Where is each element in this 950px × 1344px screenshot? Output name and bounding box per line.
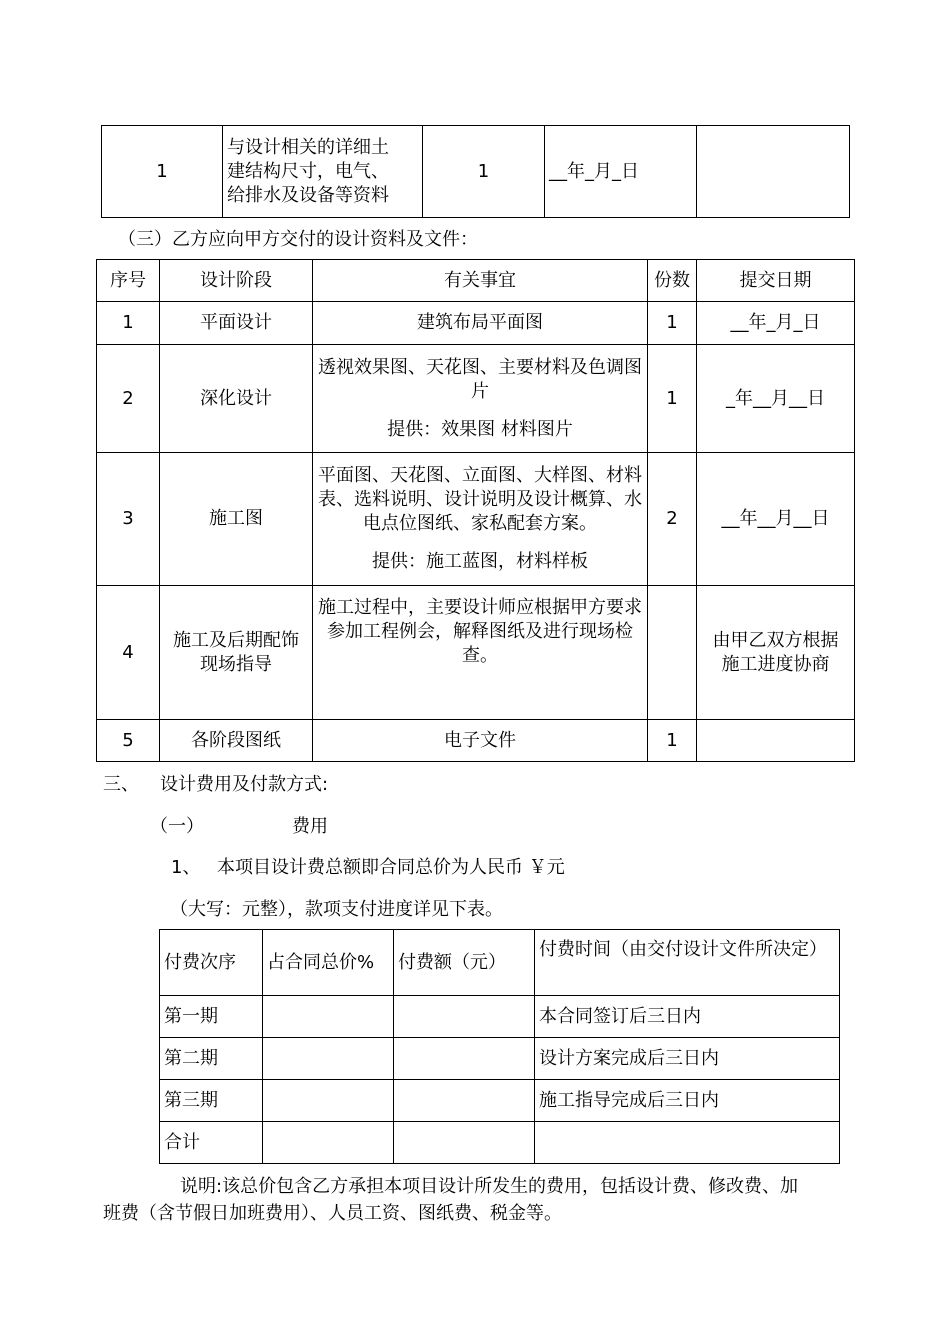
row-number: 1 bbox=[102, 126, 223, 218]
row-matter bbox=[313, 453, 648, 586]
row-percent bbox=[263, 996, 394, 1038]
row-copies bbox=[648, 586, 697, 720]
payment-schedule-table bbox=[159, 929, 840, 1164]
copies-cell: 1 bbox=[423, 126, 545, 218]
header-percent: 占合同总价% bbox=[263, 930, 394, 996]
row-copies: 1 bbox=[648, 720, 697, 762]
row-amount bbox=[394, 1080, 535, 1122]
header-stage: 设计阶段 bbox=[160, 260, 313, 302]
table-row bbox=[160, 1122, 840, 1164]
row-copies: 2 bbox=[648, 453, 697, 586]
subsection-title: 费用 bbox=[292, 816, 328, 837]
row-number: 3 bbox=[97, 453, 160, 586]
row-order: 第三期 bbox=[160, 1080, 263, 1122]
row-stage: 施工及后期配饰现场指导 bbox=[160, 586, 313, 720]
item-line: 给排水及设备等资料 bbox=[227, 184, 389, 206]
table-row bbox=[160, 1038, 840, 1080]
date-cell: __年_月_日 bbox=[545, 126, 697, 218]
section-title: 设计费用及付款方式: bbox=[160, 774, 329, 795]
row-number: 2 bbox=[97, 345, 160, 453]
row-matter: 建筑布局平面图 bbox=[313, 302, 648, 345]
row-number: 1 bbox=[97, 302, 160, 345]
provide-text: 提供：效果图 材料图片 bbox=[387, 418, 573, 440]
row-percent bbox=[263, 1122, 394, 1164]
row-number: 5 bbox=[97, 720, 160, 762]
row-date: 由甲乙双方根据施工进度协商 bbox=[697, 586, 855, 720]
row-matter bbox=[313, 586, 648, 720]
row-time: 本合同签订后三日内 bbox=[535, 996, 840, 1038]
header-matter: 有关事宜 bbox=[313, 260, 648, 302]
row-time bbox=[535, 1122, 840, 1164]
note-cell bbox=[697, 126, 850, 218]
row-matter bbox=[313, 345, 648, 453]
table-row bbox=[97, 586, 855, 720]
row-percent bbox=[263, 1038, 394, 1080]
item-description bbox=[223, 126, 423, 218]
row-stage: 深化设计 bbox=[160, 345, 313, 453]
table-header-row bbox=[97, 260, 855, 302]
row-stage: 平面设计 bbox=[160, 302, 313, 345]
header-amount: 付费额（元） bbox=[394, 930, 535, 996]
row-order: 第二期 bbox=[160, 1038, 263, 1080]
section-heading: （三）乙方应向甲方交付的设计资料及文件： bbox=[118, 229, 478, 250]
row-date bbox=[697, 720, 855, 762]
row-time: 设计方案完成后三日内 bbox=[535, 1038, 840, 1080]
row-time: 施工指导完成后三日内 bbox=[535, 1080, 840, 1122]
item-line: 建结构尺寸，电气、 bbox=[227, 160, 389, 182]
row-number: 4 bbox=[97, 586, 160, 720]
row-order: 第一期 bbox=[160, 996, 263, 1038]
item-text: 本项目设计费总额即合同总价为人民币 ￥元 bbox=[217, 857, 565, 878]
table-row bbox=[102, 126, 850, 218]
row-copies: 1 bbox=[648, 345, 697, 453]
table-row bbox=[160, 996, 840, 1038]
item-number: 1、 bbox=[171, 857, 201, 878]
table-header-row bbox=[160, 930, 840, 996]
note-line: 班费（含节假日加班费用）、人员工资、图纸费、税金等。 bbox=[103, 1203, 562, 1224]
subsection-number: （一） bbox=[150, 816, 204, 837]
table-row bbox=[97, 453, 855, 586]
row-stage: 各阶段图纸 bbox=[160, 720, 313, 762]
section-number: 三、 bbox=[103, 774, 139, 795]
note-line: 说明:该总价包含乙方承担本项目设计所发生的费用，包括设计费、修改费、加 bbox=[180, 1176, 799, 1197]
row-copies: 1 bbox=[648, 302, 697, 345]
row-amount bbox=[394, 1122, 535, 1164]
materials-table-continued bbox=[101, 125, 850, 218]
row-date: __年__月__日 bbox=[697, 453, 855, 586]
row-date: __年_月_日 bbox=[697, 302, 855, 345]
item-line: 与设计相关的详细土 bbox=[227, 136, 389, 158]
row-date: _年__月__日 bbox=[697, 345, 855, 453]
matter-text: 平面图、天花图、立面图、大样图、材料表、选料说明、设计说明及设计概算、水电点位图纸、家私配套方案。 bbox=[318, 465, 642, 534]
deliverables-table bbox=[96, 259, 855, 762]
header-date: 提交日期 bbox=[697, 260, 855, 302]
item-continuation: （大写：元整），款项支付进度详见下表。 bbox=[170, 899, 503, 920]
matter-text: 透视效果图、天花图、主要材料及色调图片 bbox=[318, 356, 642, 402]
header-order: 付费次序 bbox=[160, 930, 263, 996]
table-row bbox=[160, 1080, 840, 1122]
row-percent bbox=[263, 1080, 394, 1122]
table-row bbox=[97, 345, 855, 453]
header-time: 付费时间（由交付设计文件所决定） bbox=[535, 930, 840, 996]
provide-text: 提供：施工蓝图，材料样板 bbox=[372, 551, 588, 572]
matter-text: 施工过程中，主要设计师应根据甲方要求参加工程例会，解释图纸及进行现场检查。 bbox=[318, 597, 642, 666]
header-number: 序号 bbox=[97, 260, 160, 302]
row-amount bbox=[394, 996, 535, 1038]
row-order: 合计 bbox=[160, 1122, 263, 1164]
row-amount bbox=[394, 1038, 535, 1080]
table-row bbox=[97, 302, 855, 345]
row-stage: 施工图 bbox=[160, 453, 313, 586]
table-row bbox=[97, 720, 855, 762]
row-matter: 电子文件 bbox=[313, 720, 648, 762]
header-copies: 份数 bbox=[648, 260, 697, 302]
